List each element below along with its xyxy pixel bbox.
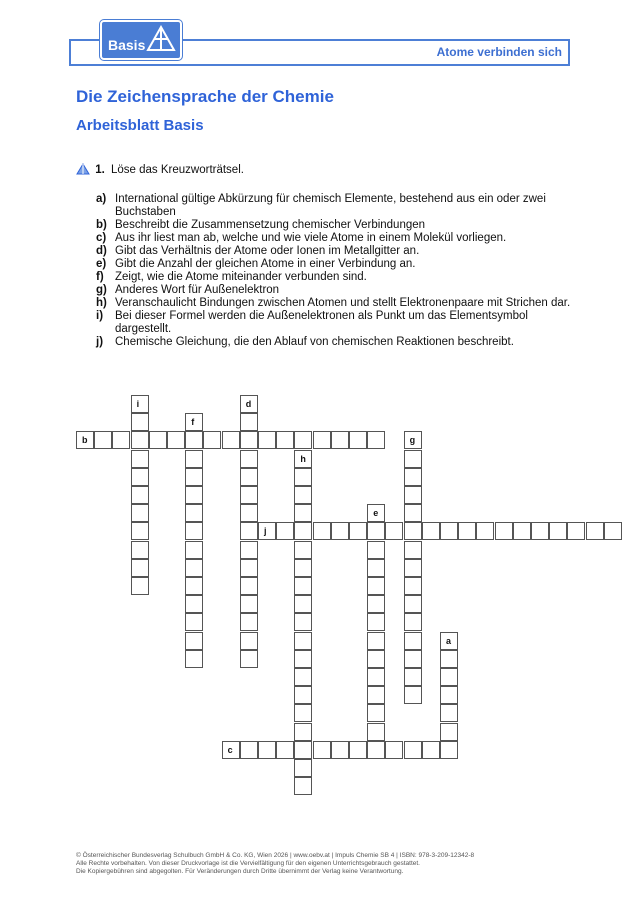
crossword-cell[interactable]	[404, 632, 422, 650]
crossword-cell[interactable]	[513, 522, 531, 540]
crossword-cell[interactable]	[131, 413, 149, 431]
crossword-cell[interactable]	[131, 468, 149, 486]
crossword-cell[interactable]	[404, 613, 422, 631]
crossword-cell[interactable]	[185, 541, 203, 559]
crossword-cell[interactable]	[404, 595, 422, 613]
crossword-cell[interactable]	[440, 522, 458, 540]
crossword-start-cell-j[interactable]	[258, 522, 276, 540]
crossword-cell[interactable]	[240, 577, 258, 595]
crossword-cell[interactable]	[276, 741, 294, 759]
crossword-cell[interactable]	[185, 486, 203, 504]
crossword-cell[interactable]	[185, 650, 203, 668]
crossword-cell[interactable]	[294, 632, 312, 650]
crossword-cell[interactable]	[404, 650, 422, 668]
crossword-cell[interactable]	[440, 650, 458, 668]
task-text: Löse das Kreuzworträtsel.	[111, 164, 244, 176]
crossword-cell[interactable]	[222, 431, 240, 449]
crossword-cell[interactable]	[604, 522, 622, 540]
crossword-cell[interactable]	[404, 522, 422, 540]
footer-line: Die Kopiergebühren sind abgegolten. Für Veränderungen durch Dritte übernimmt der Verlag keine Verantwortung.	[76, 868, 404, 875]
crossword-cell[interactable]	[294, 723, 312, 741]
crossword-cell[interactable]	[331, 431, 349, 449]
crossword-cell[interactable]	[440, 741, 458, 759]
crossword-label: d	[245, 399, 252, 409]
crossword-cell[interactable]	[185, 613, 203, 631]
basis-level-icon	[76, 163, 90, 175]
crossword-cell[interactable]	[185, 595, 203, 613]
crossword-cell[interactable]	[367, 595, 385, 613]
crossword-cell[interactable]	[185, 450, 203, 468]
crossword-cell[interactable]	[240, 559, 258, 577]
crossword-cell[interactable]	[331, 741, 349, 759]
clue-item: d) Gibt das Verhältnis der Atome oder Ionen im Metallgitter an.	[96, 245, 420, 257]
crossword-cell[interactable]	[367, 613, 385, 631]
crossword-cell[interactable]	[404, 486, 422, 504]
crossword-cell[interactable]	[167, 431, 185, 449]
crossword-cell[interactable]	[367, 559, 385, 577]
crossword-cell[interactable]	[240, 431, 258, 449]
crossword-cell[interactable]	[294, 613, 312, 631]
task-number: 1.	[95, 164, 105, 176]
crossword-cell[interactable]	[549, 522, 567, 540]
crossword-start-cell-h[interactable]	[294, 450, 312, 468]
crossword-cell[interactable]	[313, 431, 331, 449]
crossword-cell[interactable]	[385, 741, 403, 759]
crossword-cell[interactable]	[276, 431, 294, 449]
footer-line: © Österreichischer Bundesverlag Schulbuch GmbH & Co. KG, Wien 2026 | www.oebv.at | Impuls Chemie SB 4 | ISBN: 978-3-209-12342-8	[76, 852, 475, 859]
crossword-cell[interactable]	[331, 522, 349, 540]
crossword-cell[interactable]	[294, 468, 312, 486]
crossword-cell[interactable]	[240, 650, 258, 668]
crossword-cell[interactable]	[185, 577, 203, 595]
crossword-start-cell-c[interactable]	[222, 741, 240, 759]
crossword-cell[interactable]	[385, 522, 403, 540]
clue-item: f) Zeigt, wie die Atome miteinander verbunden sind.	[96, 271, 367, 283]
crossword-start-cell-e[interactable]	[367, 504, 385, 522]
crossword-cell[interactable]	[185, 468, 203, 486]
clue-list	[96, 193, 571, 349]
basis-logo	[100, 20, 182, 60]
crossword-cell[interactable]	[440, 704, 458, 722]
crossword-label: b	[82, 435, 88, 446]
crossword-cell[interactable]	[404, 468, 422, 486]
crossword-cell[interactable]	[203, 431, 221, 449]
clue-item: h) Veranschaulicht Bindungen zwischen Atomen und stellt Elektronenpaare mit Strichen dar.	[96, 297, 571, 309]
crossword-cell[interactable]	[294, 504, 312, 522]
crossword-cell[interactable]	[495, 522, 513, 540]
crossword-cell[interactable]	[131, 486, 149, 504]
crossword-cell[interactable]	[367, 632, 385, 650]
clue-item: g) Anderes Wort für Außenelektron	[96, 284, 280, 296]
crossword-cell[interactable]	[367, 704, 385, 722]
crossword-cell[interactable]	[240, 632, 258, 650]
crossword-start-cell-a[interactable]	[440, 632, 458, 650]
crossword-cell[interactable]	[185, 559, 203, 577]
crossword-cell[interactable]	[240, 450, 258, 468]
crossword-cell[interactable]	[240, 486, 258, 504]
crossword-cell[interactable]	[131, 431, 149, 449]
crossword-cell[interactable]	[185, 504, 203, 522]
header-topic: Atome verbinden sich	[436, 45, 562, 59]
crossword-label: a	[446, 635, 452, 646]
clue-item: b) Beschreibt die Zusammensetzung chemischer Verbindungen	[96, 219, 426, 231]
clue-item: j) Chemische Gleichung, die den Ablauf von chemischen Reaktionen beschreibt.	[96, 336, 514, 348]
page-title: Die Zeichensprache der Chemie	[76, 87, 334, 106]
page-subtitle: Arbeitsblatt Basis	[76, 117, 204, 134]
clue-item: a) International gültige Abkürzung für chemisch Elemente, bestehend aus ein oder zwei Buchstaben	[96, 193, 546, 218]
crossword-cell[interactable]	[458, 522, 476, 540]
crossword-cell[interactable]	[367, 650, 385, 668]
crossword-cell[interactable]	[131, 577, 149, 595]
crossword-cell[interactable]	[258, 741, 276, 759]
crossword-cell[interactable]	[294, 431, 312, 449]
crossword-cell[interactable]	[294, 559, 312, 577]
crossword-cell[interactable]	[367, 686, 385, 704]
crossword-cell[interactable]	[367, 668, 385, 686]
crossword-label: g	[409, 435, 416, 446]
crossword-label: i	[136, 399, 140, 409]
crossword-cell[interactable]	[185, 522, 203, 540]
crossword-cell[interactable]	[131, 504, 149, 522]
crossword-cell[interactable]	[240, 741, 258, 759]
crossword-cell[interactable]	[404, 668, 422, 686]
crossword-label: f	[191, 417, 195, 428]
crossword-cell[interactable]	[240, 468, 258, 486]
crossword-label: j	[264, 526, 267, 537]
crossword-cell[interactable]	[367, 741, 385, 759]
crossword-cell[interactable]	[367, 522, 385, 540]
crossword-cell[interactable]	[94, 431, 112, 449]
crossword-cell[interactable]	[240, 595, 258, 613]
crossword-cell[interactable]	[404, 741, 422, 759]
crossword-cell[interactable]	[531, 522, 549, 540]
crossword-cell[interactable]	[149, 431, 167, 449]
crossword-cell[interactable]	[240, 541, 258, 559]
clue-item: e) Gibt die Anzahl der gleichen Atome in einer Verbindung an.	[96, 258, 416, 270]
crossword-cell[interactable]	[294, 759, 312, 777]
crossword-cell[interactable]	[313, 741, 331, 759]
crossword-label: h	[300, 453, 306, 464]
crossword-cell[interactable]	[313, 522, 331, 540]
task-heading	[76, 163, 244, 176]
crossword-cell[interactable]	[367, 431, 385, 449]
crossword-cell[interactable]	[294, 522, 312, 540]
crossword-cell[interactable]	[294, 686, 312, 704]
crossword-start-cell-f[interactable]	[185, 413, 203, 431]
crossword-cell[interactable]	[404, 577, 422, 595]
crossword-cell[interactable]	[131, 522, 149, 540]
crossword-cell[interactable]	[185, 431, 203, 449]
crossword-cell[interactable]	[240, 613, 258, 631]
crossword-cell[interactable]	[131, 541, 149, 559]
crossword-cell[interactable]	[240, 522, 258, 540]
crossword-cell[interactable]	[294, 577, 312, 595]
crossword-cell[interactable]	[240, 504, 258, 522]
triangle-logo-icon	[146, 25, 176, 53]
crossword-cell[interactable]	[440, 668, 458, 686]
clue-item: c) Aus ihr liest man ab, welche und wie viele Atome in einem Molekül vorliegen.	[96, 232, 507, 244]
copyright-footer	[76, 852, 474, 876]
crossword-cell[interactable]	[349, 741, 367, 759]
crossword-cell[interactable]	[422, 522, 440, 540]
crossword-cell[interactable]	[404, 686, 422, 704]
crossword-cell[interactable]	[276, 522, 294, 540]
crossword-cell[interactable]	[131, 559, 149, 577]
crossword-cell[interactable]	[476, 522, 494, 540]
crossword-label: c	[227, 744, 233, 755]
crossword-cell[interactable]	[367, 541, 385, 559]
crossword-cell[interactable]	[294, 486, 312, 504]
crossword-cell[interactable]	[294, 595, 312, 613]
crossword-cell[interactable]	[131, 450, 149, 468]
crossword-start-cell-b[interactable]	[76, 431, 94, 449]
crossword-cell[interactable]	[586, 522, 604, 540]
crossword-cell[interactable]	[185, 632, 203, 650]
crossword-cell[interactable]	[349, 522, 367, 540]
logo-text: Basis	[108, 37, 146, 53]
crossword-cell[interactable]	[422, 741, 440, 759]
crossword-cell[interactable]	[294, 777, 312, 795]
footer-line: Alle Rechte vorbehalten. Von dieser Druckvorlage ist die Vervielfältigung für den eigenen Unterrichtsgebrauch gestattet.	[76, 860, 420, 867]
crossword-cell[interactable]	[367, 723, 385, 741]
crossword-cell[interactable]	[240, 413, 258, 431]
crossword-cell[interactable]	[294, 741, 312, 759]
crossword-cell[interactable]	[567, 522, 585, 540]
crossword-cell[interactable]	[112, 431, 130, 449]
crossword-cell[interactable]	[294, 650, 312, 668]
crossword-start-cell-d[interactable]	[240, 395, 258, 413]
crossword-cell[interactable]	[404, 450, 422, 468]
clue-item: i) Bei dieser Formel werden die Außenelektronen als Punkt um das Elementsymbol dargestellt.	[96, 310, 528, 335]
crossword-start-cell-i[interactable]	[131, 395, 149, 413]
crossword-cell[interactable]	[404, 559, 422, 577]
crossword-cell[interactable]	[294, 541, 312, 559]
crossword-cell[interactable]	[440, 723, 458, 741]
crossword-label: e	[373, 508, 379, 519]
crossword-start-cell-g[interactable]	[404, 431, 422, 449]
crossword-cell[interactable]	[294, 704, 312, 722]
crossword-cell[interactable]	[404, 504, 422, 522]
crossword-cell[interactable]	[258, 431, 276, 449]
crossword-cell[interactable]	[294, 668, 312, 686]
crossword-cell[interactable]	[349, 431, 367, 449]
crossword-cell[interactable]	[367, 577, 385, 595]
crossword-cell[interactable]	[404, 541, 422, 559]
crossword-cell[interactable]	[440, 686, 458, 704]
